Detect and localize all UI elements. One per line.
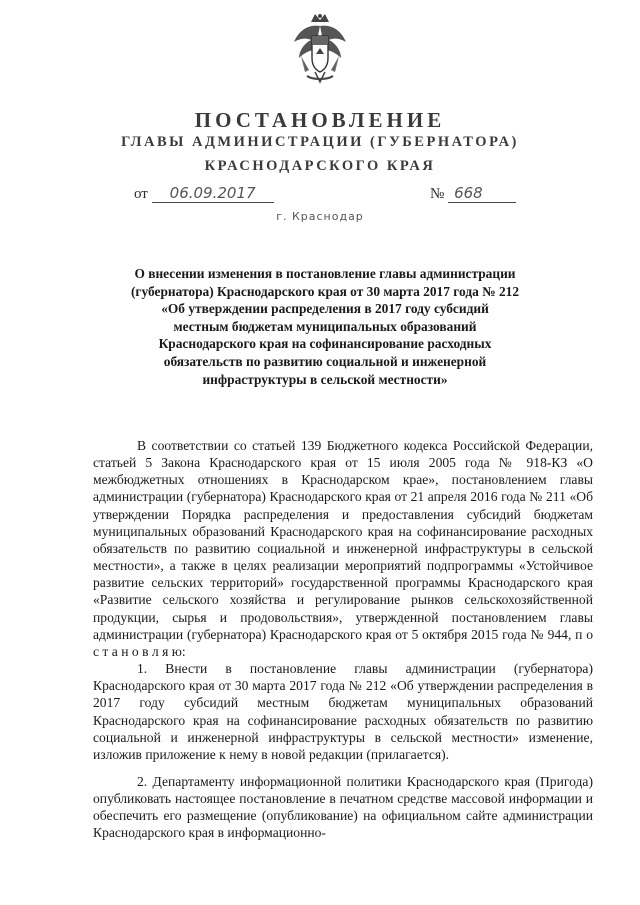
date-prefix: от [134, 186, 148, 202]
title-line: обязательств по развитию социальной и инженерной [163, 353, 487, 369]
title-line: инфраструктуры в сельской местности» [202, 371, 448, 387]
number-prefix: № [430, 186, 445, 202]
document-title [110, 265, 540, 388]
authority-heading-line1: ГЛАВЫ АДМИНИСТРАЦИИ (ГУБЕРНАТОРА) [121, 134, 519, 150]
title-line: «Об утверждении распределения в 2017 году субсидий [161, 301, 489, 317]
clause-1-paragraph: 1. Внести в постановление главы администрации (губернатора) Краснодарского края от 30 марта 2017 года № 212 «Об утверждении распределения в 2017 году субсидий местным бюджетам муниципальных образований Краснодарского края на софинансирование расходных обязательств по развитию социальной и инженерной инфраструктуры в сельской местности» изменение, изложив приложение к нему в новой редакции (прилагается). [93, 661, 593, 762]
preamble-paragraph: В соответствии со статьей 139 Бюджетного кодекса Российской Федерации, статьей 5 Закона Краснодарского края от 15 июля 2005 года № 918-КЗ «О межбюджетных отношениях в Краснодарском крае», постановлением главы администрации (губернатора) Краснодарского края от 21 апреля 2016 года № 211 «Об утверждении Порядка распределения и предоставления субсидий бюджетам муниципальных образований Краснодарского края на софинансирование расходных обязательств по развитию социальной и инженерной инфраструктуры в сельской местности», а также в целях реализации мероприятий подпрограммы «Устойчивое развитие сельских территорий» государственной программы Краснодарского края «Развитие сельского хозяйства и регулирование рынков сельскохозяйственной продукции, сырья и продовольствия», утвержденной постановлением главы администрации (губернатора) Краснодарского края от 5 октября 2015 года № 944, п о с т а н о в л я ю: [93, 438, 593, 659]
date-field [134, 184, 274, 203]
title-line: (губернатора) Краснодарского края от 30 марта 2017 года № 212 [130, 283, 520, 299]
title-line: О внесении изменения в постановление главы администрации [134, 266, 516, 281]
authority-heading-line2: КРАСНОДАРСКОГО КРАЯ [204, 158, 436, 174]
city-label: г. Краснодар [276, 210, 364, 223]
date-value: 06.09.2017 [152, 184, 274, 203]
title-line: местным бюджетам муниципальных образований [173, 318, 477, 334]
clause-2-paragraph: 2. Департаменту информационной политики Краснодарского края (Пригода) опубликовать настоящее постановление в печатном средстве массовой информации и обеспечить его размещение (опубликование) на официальном сайте администрации Краснодарского края в информационно- [93, 773, 593, 841]
document-type-heading: ПОСТАНОВЛЕНИЕ [194, 108, 446, 132]
coat-of-arms-icon [291, 12, 349, 84]
title-line: Краснодарского края на софинансирование расходных [158, 336, 492, 352]
number-value: 668 [448, 184, 516, 203]
number-field [430, 184, 516, 203]
document-body [93, 437, 593, 842]
